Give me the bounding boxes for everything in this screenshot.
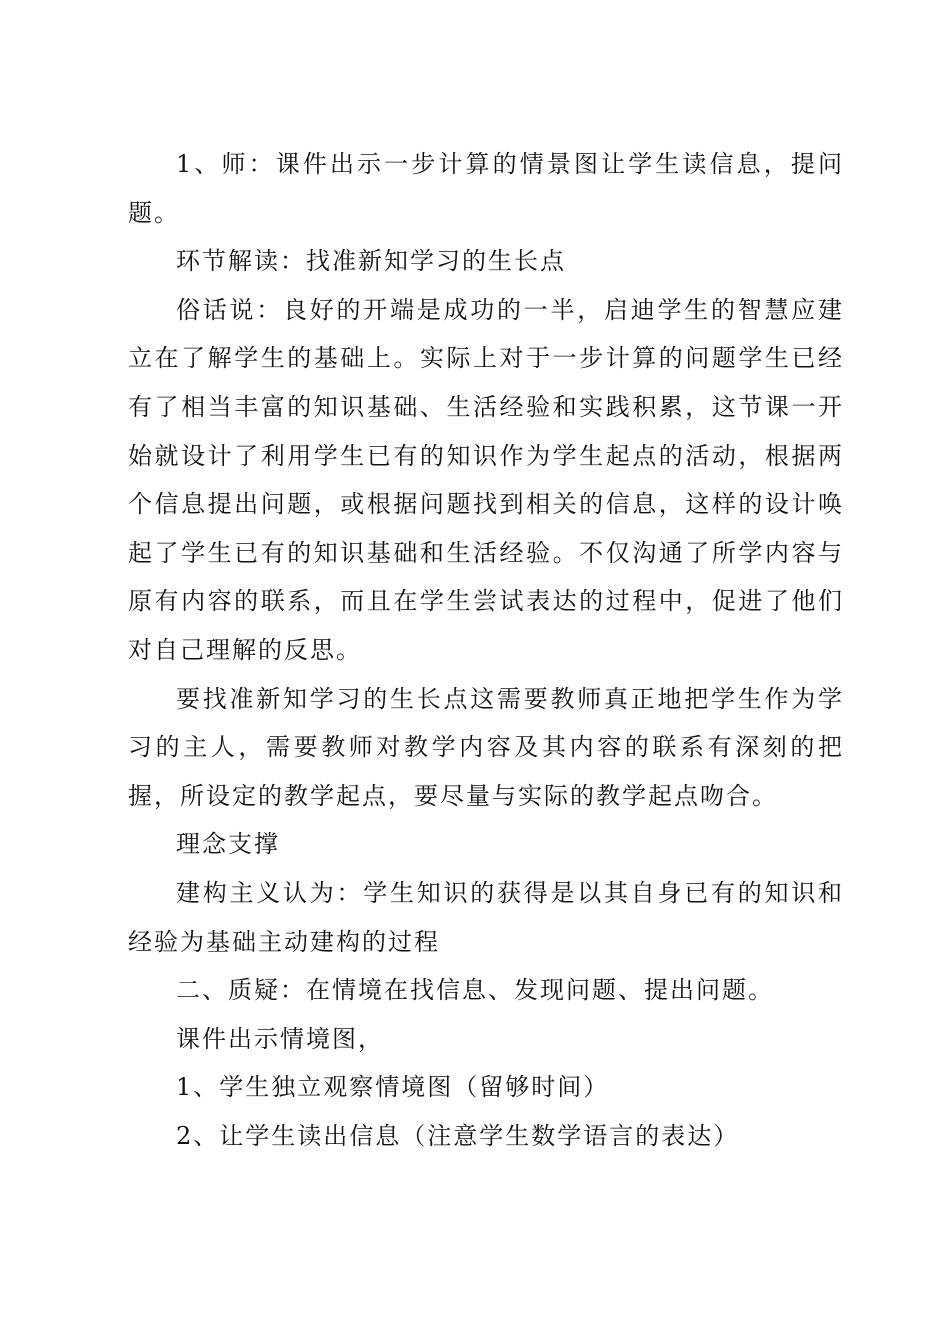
paragraph-show-scene: 课件出示情境图， [176, 1024, 384, 1053]
paragraph-step-1-intro: 1、师：课件出示一步计算的情景图让学生读信息，提问题。 [128, 150, 844, 227]
paragraph-constructivism: 建构主义认为：学生知识的获得是以其自身已有的知识和经验为基础主动建构的过程 [128, 878, 844, 956]
document-body [128, 140, 844, 1160]
paragraph-proverb-analysis: 俗话说：良好的开端是成功的一半，启迪学生的智慧应建立在了解学生的基础上。实际上对于一步计算的问题学生已经有了相当丰富的知识基础、生活经验和实践积累，这节课一开始就设计了利用学生已有的知识作为学生起点的活动，根据两个信息提出问题，或根据问题找到相关的信息，这样的设计唤起了学生已有的知识基础和生活经验。不仅沟通了所学内容与原有内容的联系，而且在学生尝试表达的过程中，促进了他们对自己理解的反思。 [128, 295, 844, 664]
paragraph-section-two-questioning: 二、质疑：在情境在找信息、发现问题、提出问题。 [176, 976, 774, 1005]
paragraph-step-read-info: 2、让学生读出信息（注意学生数学语言的表达） [176, 1121, 740, 1150]
paragraph-section-interpretation: 环节解读：找准新知学习的生长点 [176, 247, 566, 276]
paragraph-step-observe: 1、学生独立观察情境图（留够时间） [176, 1073, 610, 1102]
paragraph-growth-point: 要找准新知学习的生长点这需要教师真正地把学生作为学习的主人，需要教师对教学内容及其内容的联系有深刻的把握，所设定的教学起点，要尽量与实际的教学起点吻合。 [128, 684, 844, 810]
paragraph-concept-support: 理念支撑 [176, 830, 280, 859]
